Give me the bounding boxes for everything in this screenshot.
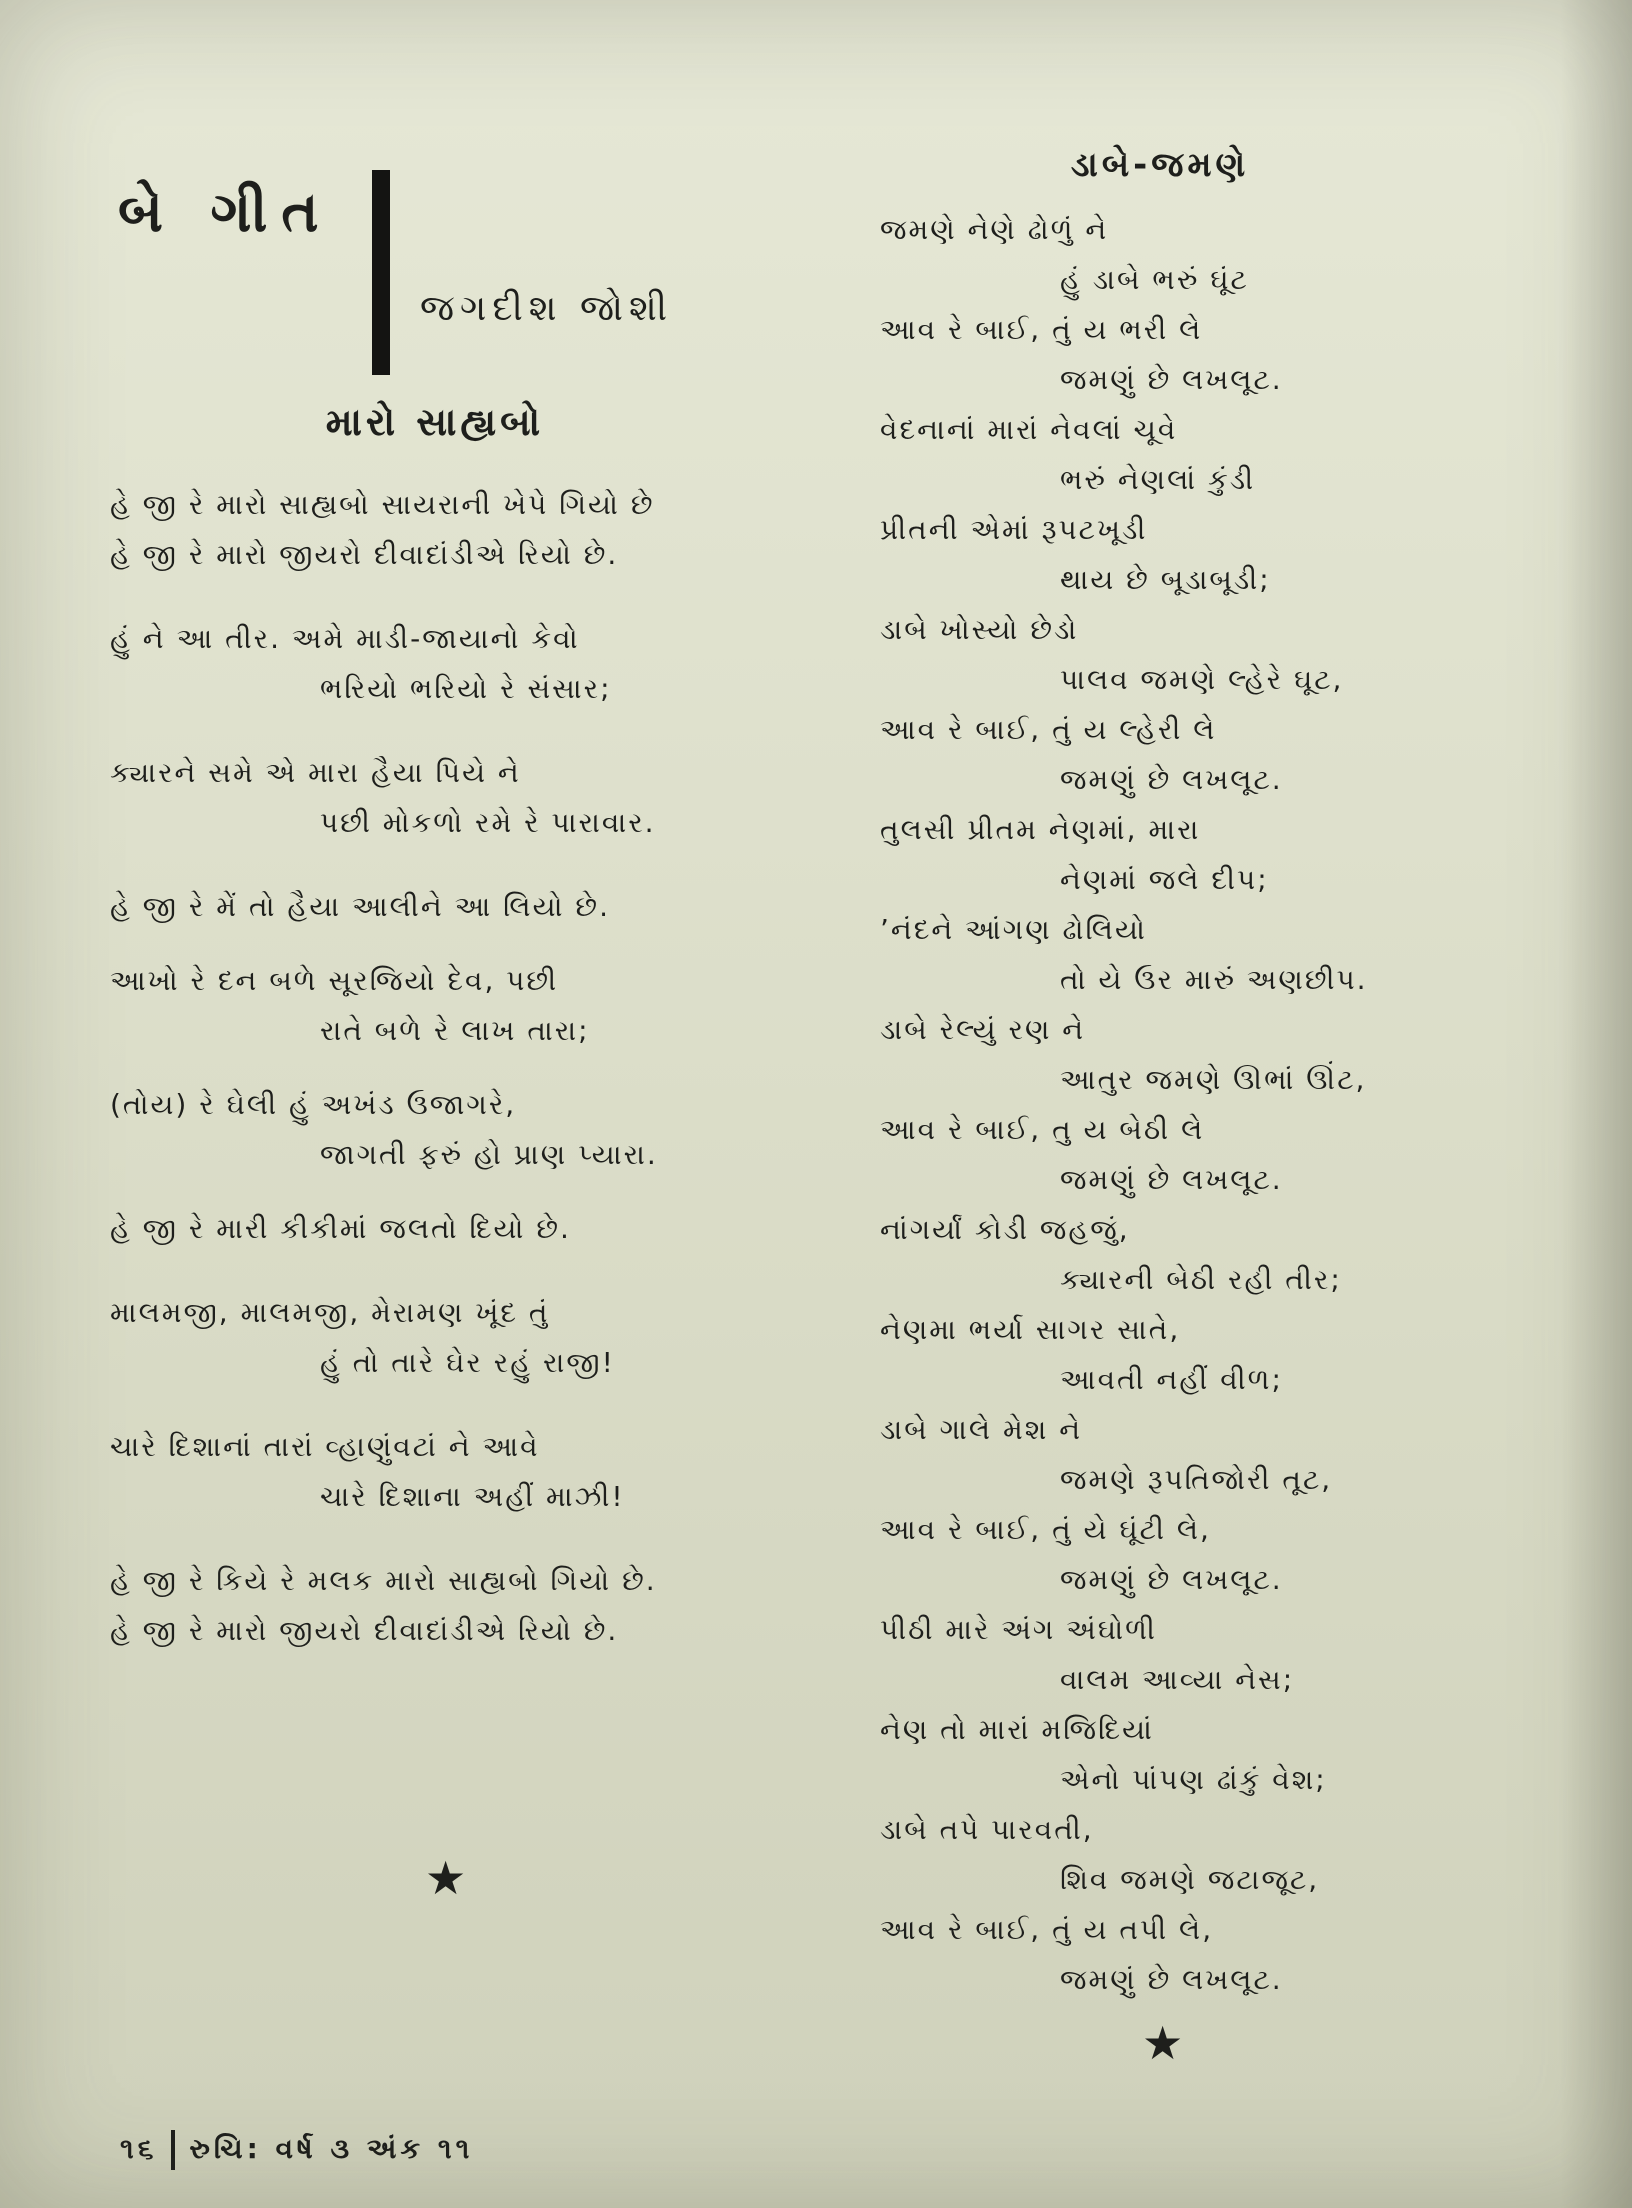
poem-line: આવ રે બાઈ, તું ય લ્હેરી લે [880, 713, 1217, 746]
poem-line: પીઠી મારે અંગ અંઘોળી [880, 1613, 1157, 1646]
poem-line: હે જી રે મારો જીયરો દીવાદાંડીએ રિયો છે. [110, 538, 619, 571]
stanza [110, 1556, 770, 1656]
stanza [110, 1204, 770, 1254]
poem-line: પ્રીતની એમાં રૂપટખૂડી [880, 513, 1148, 546]
poem-line: પછી મોકળો રમે રે પારાવાર. [320, 806, 656, 839]
poem-line: નાંગર્યાં કોડી જહજું, [880, 1213, 1130, 1246]
poem-line: જાગતી ફરું હો પ્રાણ પ્યારા. [320, 1138, 658, 1171]
poem-line: ક્યારને સમે એ મારા હૈયા પિયે ને [110, 756, 521, 789]
poem-line: પાલવ જમણે લ્હેરે ઘૂટ, [1060, 663, 1344, 696]
poem-line: ક્યારની બેઠી રહી તીર; [1060, 1263, 1342, 1296]
title-divider-bar [372, 170, 390, 375]
poem-line: તો યે ઉર મારું અણછીપ. [1060, 963, 1368, 996]
page-footer [120, 2130, 473, 2170]
poem-line: (તોય) રે ઘેલી હું અખંડ ઉજાગરે, [110, 1088, 517, 1121]
stanza [110, 1080, 770, 1180]
poem-line: આવતી નહીં વીળ; [1060, 1363, 1283, 1396]
poem-line: વેદનાનાં મારાં નેવલાં ચૂવે [880, 413, 1178, 446]
stanza [110, 956, 770, 1056]
poem-line: હે જી રે મેં તો હૈયા આલીને આ લિયો છે. [110, 890, 610, 923]
poem-line: હે જી રે મારી કીકીમાં જલતો દિયો છે. [110, 1212, 571, 1245]
right-poem-body [880, 205, 1440, 2005]
poem-line: વાલમ આવ્યા નેસ; [1060, 1663, 1295, 1696]
poem-line: એનો પાંપણ ઢાંકું વેશ; [1060, 1763, 1327, 1796]
left-poem-title: મારો સાહ્યબો [325, 400, 545, 444]
stanza [110, 614, 770, 714]
poem-line: ડાબે ખોસ્યો છેડો [880, 613, 1079, 646]
right-poem-title: ડાબે-જમણે [1070, 145, 1250, 185]
poem-line: જમણે નેણે ઢોળું ને [880, 213, 1109, 246]
page-number: ૧૬ [120, 2132, 158, 2165]
stanza [110, 1288, 770, 1388]
poem-line: આવ રે બાઈ, તું ય તપી લે, [880, 1913, 1214, 1946]
poem-line: આવ રે બાઈ, તું ય ભરી લે [880, 313, 1203, 346]
poem-line: ચારે દિશાનાં તારાં વ્હાણુંવટાં ને આવે [110, 1430, 540, 1463]
poem-line: જમણું છે લખલૂટ. [1060, 1563, 1283, 1596]
poem-line: માલમજી, માલમજી, મેરામણ ખૂંદ તું [110, 1296, 550, 1329]
poem-line: ડાબે ગાલે મેશ ને [880, 1413, 1083, 1446]
poem-line: આતુર જમણે ઊભાં ઊંટ, [1060, 1063, 1367, 1096]
star-ornament-right: ★ [1142, 2016, 1184, 2070]
poem-line: જમણું છે લખલૂટ. [1060, 363, 1283, 396]
poem-line: આવ રે બાઈ, તું યે ઘૂંટી લે, [880, 1513, 1211, 1546]
poem-line: આખો રે દન બળે સૂરજિયો દેવ, પછી [110, 964, 559, 997]
poem-line: જમણે રૂપતિજોરી તૂટ, [1060, 1463, 1333, 1496]
stanza [110, 748, 770, 848]
poem-line: જમણું છે લખલૂટ. [1060, 1163, 1283, 1196]
poem-line: હું ડાબે ભરું ઘૂંટ [1060, 263, 1249, 296]
poem-line: જમણું છે લખલૂટ. [1060, 1963, 1283, 1996]
poem-line: તુલસી પ્રીતમ નેણમાં, મારા [880, 813, 1201, 846]
poem-line: હે જી રે મારો સાહ્યબો સાયરાની ખેપે ગિયો છે [110, 488, 655, 521]
poem-group-title: બે ગીત [118, 180, 333, 245]
poem-line: નેણ તો મારાં મજિદિયાં [880, 1713, 1154, 1746]
stanza [110, 1422, 770, 1522]
poem-line: ’નંદને આંગણ ઢોલિયો [880, 913, 1147, 946]
star-ornament-left: ★ [425, 1851, 467, 1905]
poem-line: હું તો તારે ઘેર રહું રાજી! [320, 1346, 615, 1379]
journal-issue: રુચિ: વર્ષ ૩ અંક ૧૧ [189, 2132, 474, 2165]
poem-line: નેણમાં જલે દીપ; [1060, 863, 1269, 896]
poem-line: હે જી રે કિયે રે મલક મારો સાહ્યબો ગિયો છે. [110, 1564, 657, 1597]
poem-line: શિવ જમણે જટાજૂટ, [1060, 1863, 1320, 1896]
left-poem-body [110, 480, 770, 1656]
poem-line: રાતે બળે રે લાખ તારા; [320, 1014, 590, 1047]
poem-line: આવ રે બાઈ, તુ ય બેઠી લે [880, 1113, 1205, 1146]
poem-line: થાય છે બૂડાબૂડી; [1060, 563, 1271, 596]
poem-line: ડાબે રેલ્યું રણ ને [880, 1013, 1086, 1046]
page-fold-shadow [1560, 0, 1632, 2208]
poem-line: હું ને આ તીર. અમે માડી-જાયાનો કેવો [110, 622, 580, 655]
poem-line: હે જી રે મારો જીયરો દીવાદાંડીએ રિયો છે. [110, 1614, 619, 1647]
poem-line: ચારે દિશાના અહીં માઝી! [320, 1480, 625, 1513]
poem-line: જમણું છે લખલૂટ. [1060, 763, 1283, 796]
poem-line: ભરું નેણલાં કુંડી [1060, 463, 1256, 496]
poem-group-header [110, 170, 750, 380]
footer-divider [171, 2130, 175, 2170]
poem-line: ભરિયો ભરિયો રે સંસાર; [320, 672, 612, 705]
poem-line: નેણમા ભર્યા સાગર સાતે, [880, 1313, 1181, 1346]
stanza [110, 882, 770, 932]
poem-line: ડાબે તપે પારવતી, [880, 1813, 1094, 1846]
author-name: જગદીશ જોશી [420, 288, 674, 329]
stanza [110, 480, 770, 580]
